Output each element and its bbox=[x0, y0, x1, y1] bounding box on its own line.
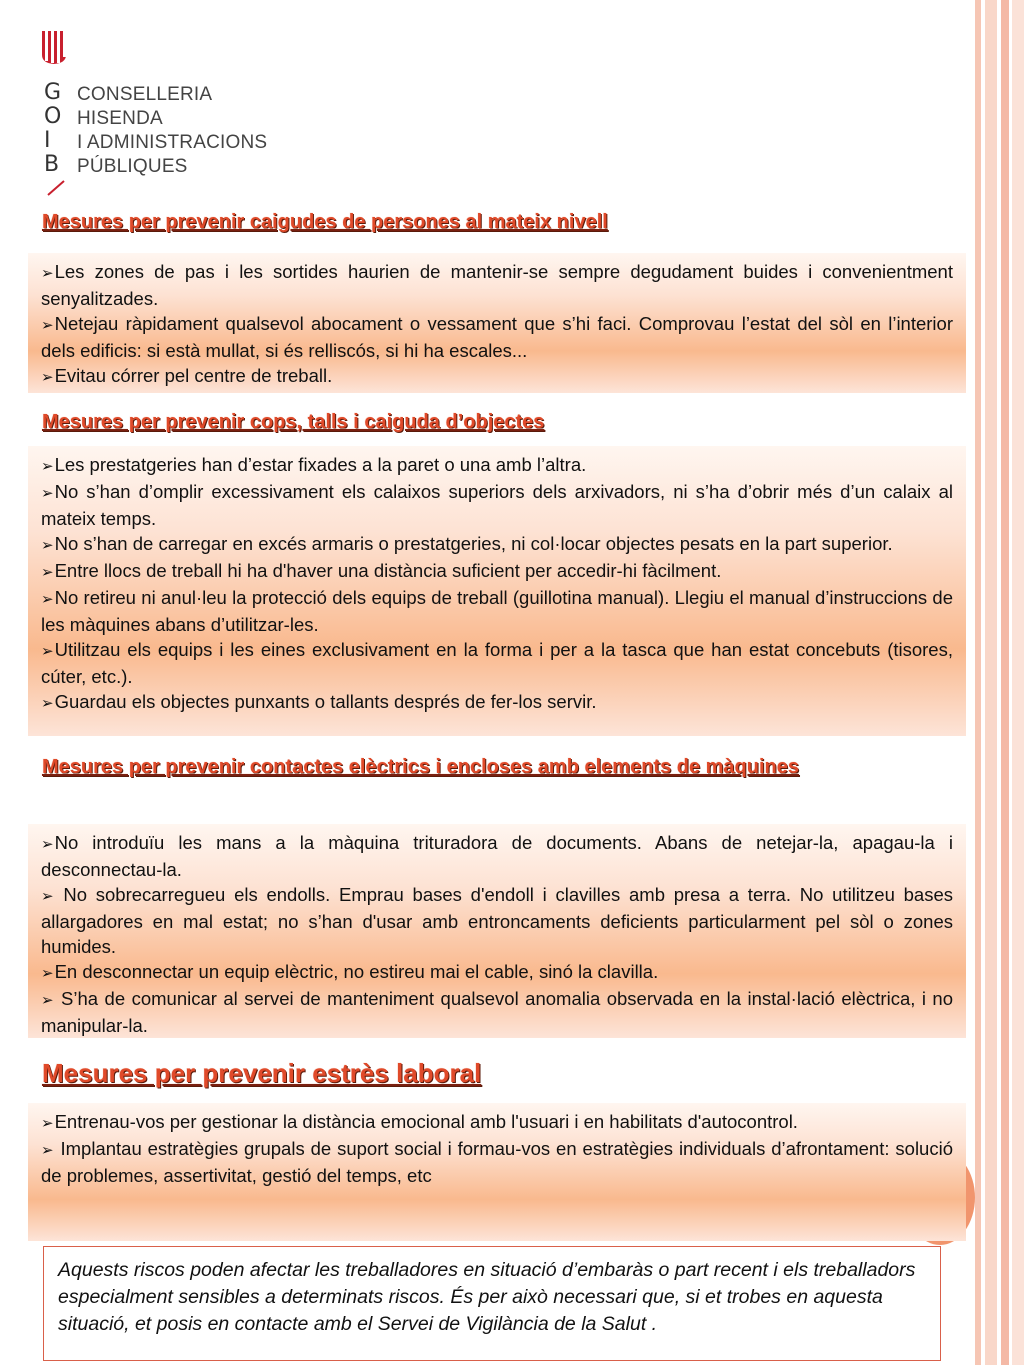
list-item: ➢Les zones de pas i les sortides haurien de mantenir-se sempre degudament buides i convenientment senyalitzades. bbox=[41, 261, 953, 309]
logo-letter: I bbox=[44, 128, 51, 153]
list-item: ➢Entrenau-vos per gestionar la distància emocional amb l'usuari i en habilitats d'autocontrol. bbox=[41, 1111, 798, 1132]
arrow-bullet-icon: ➢ bbox=[41, 965, 54, 982]
arrow-bullet-icon: ➢ bbox=[41, 317, 54, 334]
section-box bbox=[28, 1103, 966, 1241]
list-item: ➢No s’han de carregar en excés armaris o prestatgeries, ni col·locar objectes pesats en la part superior. bbox=[41, 533, 893, 554]
logo-slash-icon bbox=[46, 179, 66, 197]
arrow-bullet-icon: ➢ bbox=[41, 1142, 54, 1159]
list-item: ➢ S’ha de comunicar al servei de manteniment qualsevol anomalia observada en la instal·lació elèctrica, i no manipular-la. bbox=[41, 988, 953, 1036]
list-item: ➢Les prestatgeries han d’estar fixades a la paret o una amb l’altra. bbox=[41, 454, 587, 475]
list-item: ➢No retireu ni anul·leu la protecció dels equips de treball (guillotina manual). Llegiu el manual d’instruccions de les màquines abans d’utilitzar-les. bbox=[41, 587, 953, 635]
logo-letter: B bbox=[44, 152, 60, 177]
logo-line: CONSELLERIA bbox=[77, 84, 213, 105]
section-heading: Mesures per prevenir caigudes de persones al mateix nivell bbox=[42, 211, 608, 233]
arrow-bullet-icon: ➢ bbox=[41, 836, 54, 853]
list-item: ➢ No sobrecarregueu els endolls. Emprau bases d'endoll i clavilles amb presa a terra. No utilitzeu bases allargadores en mal estat; no s’han d'usar amb entroncaments deficients particularment pel sòl o zones humides. bbox=[41, 884, 953, 957]
list-item: ➢Utilitzau els equips i les eines exclusivament en la forma i per a la tasca que han estat concebuts (tisores, cúter, etc.). bbox=[41, 639, 953, 687]
list-item: ➢Guardau els objectes punxants o tallants després de fer-los servir. bbox=[41, 691, 597, 712]
arrow-bullet-icon: ➢ bbox=[41, 888, 54, 905]
list-item: ➢Netejau ràpidament qualsevol abocament o vessament que s’hi faci. Comprovau l’estat del sòl en l’interior dels edificis: si està mullat, si és relliscós, si hi ha escales... bbox=[41, 313, 953, 361]
section-heading: Mesures per prevenir contactes elèctrics i encloses amb elements de màquines bbox=[42, 756, 800, 778]
section-box bbox=[28, 253, 966, 393]
arrow-bullet-icon: ➢ bbox=[41, 564, 54, 581]
logo-line: PÚBLIQUES bbox=[77, 156, 188, 177]
list-item: ➢En desconnectar un equip elèctric, no estireu mai el cable, sinó la clavilla. bbox=[41, 961, 659, 982]
arrow-bullet-icon: ➢ bbox=[41, 265, 54, 282]
list-item: ➢Evitau córrer pel centre de treball. bbox=[41, 365, 333, 386]
arrow-bullet-icon: ➢ bbox=[41, 992, 54, 1009]
goib-logo bbox=[40, 25, 300, 205]
decorative-stripe bbox=[975, 0, 981, 1365]
section-box bbox=[28, 824, 966, 1038]
note-box bbox=[43, 1246, 941, 1361]
section-heading: Mesures per prevenir estrès laboral bbox=[42, 1058, 482, 1088]
arrow-bullet-icon: ➢ bbox=[41, 458, 54, 475]
logo-line: HISENDA bbox=[77, 108, 163, 129]
arrow-bullet-icon: ➢ bbox=[41, 485, 54, 502]
arrow-bullet-icon: ➢ bbox=[41, 591, 54, 608]
goib-shield-icon bbox=[40, 25, 68, 65]
decorative-stripe bbox=[1012, 0, 1024, 1365]
list-item: ➢No introduïu les mans a la màquina trituradora de documents. Abans de netejar-la, apagau-la i desconnectau-la. bbox=[41, 832, 953, 880]
arrow-bullet-icon: ➢ bbox=[41, 537, 54, 554]
decorative-stripe bbox=[985, 0, 997, 1365]
section-heading: Mesures per prevenir cops, talls i caiguda d’objectes bbox=[42, 411, 545, 433]
decorative-stripe bbox=[1001, 0, 1009, 1365]
arrow-bullet-icon: ➢ bbox=[41, 369, 54, 386]
list-item: ➢Entre llocs de treball hi ha d'haver una distància suficient per accedir-hi fàcilment. bbox=[41, 560, 722, 581]
logo-letter: O bbox=[44, 104, 62, 129]
list-item: ➢No s’han d’omplir excessivament els calaixos superiors dels arxivadors, ni s’ha d’obrir més d’un calaix al mateix temps. bbox=[41, 481, 953, 529]
arrow-bullet-icon: ➢ bbox=[41, 643, 54, 660]
list-item: ➢ Implantau estratègies grupals de suport social i formau-vos en estratègies individuals d’afrontament: solució de problemes, assertivitat, gestió del temps, etc bbox=[41, 1138, 953, 1186]
note-text: Aquests riscos poden afectar les treballadores en situació d’embaràs o part recent i els treballadors especialment sensibles a determinats riscos. És per això necessari que, si et trobes en aquesta situació, et posis en contacte amb el Servei de Vigilància de la Salut . bbox=[58, 1259, 916, 1335]
section-box bbox=[28, 446, 966, 736]
logo-line: I ADMINISTRACIONS bbox=[77, 132, 268, 153]
arrow-bullet-icon: ➢ bbox=[41, 695, 54, 712]
arrow-bullet-icon: ➢ bbox=[41, 1115, 54, 1132]
logo-letter: G bbox=[44, 80, 62, 105]
